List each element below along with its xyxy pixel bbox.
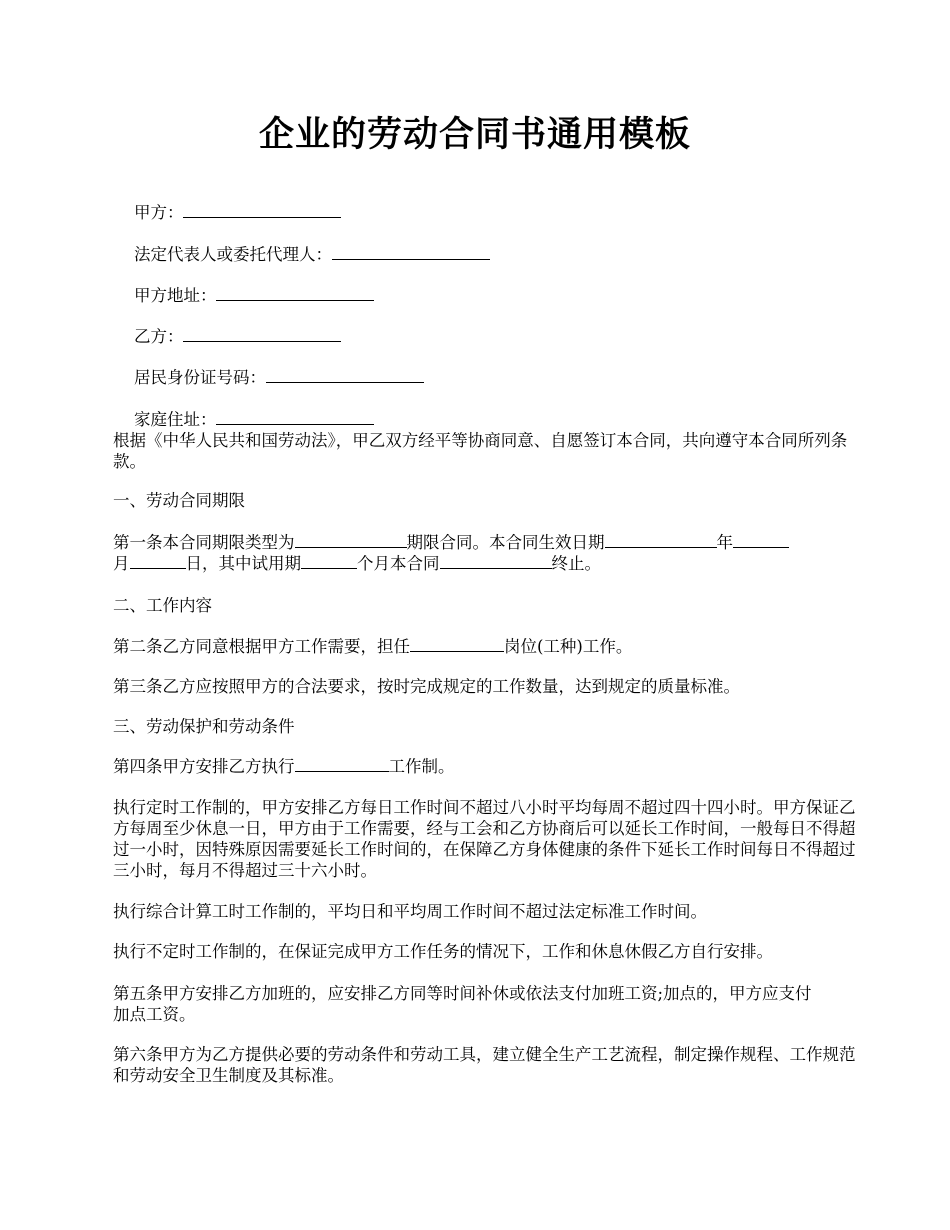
paragraph-fixed-hours: 执行定时工作制的，甲方安排乙方每日工作时间不超过八小时平均每周不超过四十四小时。甲方保证乙方每周至少休息一日，甲方由于工作需要，经与工会和乙方协商后可以延长工作时间，一般每日不得超过一小时，因特殊原因需要延长工作时间的，在保障乙方身体健康的条件下延长工作时间每日不得超过三小时，每月不得超过三十六小时。 — [113, 798, 856, 880]
field-party-a-address-label: 甲方地址： — [133, 286, 217, 305]
id-number-blank[interactable] — [266, 367, 424, 383]
article-4-text-a: 第四条甲方安排乙方执行 — [113, 757, 295, 776]
section-heading-term: 一、劳动合同期限 — [113, 491, 245, 510]
article-2-text-a: 第二条乙方同意根据甲方工作需要，担任 — [113, 637, 410, 656]
field-party-b-label: 乙方： — [133, 327, 184, 346]
field-party-a-label: 甲方： — [133, 203, 184, 222]
effective-date-blank[interactable] — [605, 532, 717, 548]
field-legal-rep-label: 法定代表人或委托代理人： — [133, 245, 332, 264]
document-title: 企业的劳动合同书通用模板 — [258, 114, 691, 155]
article-1-text-f: 个月本合同 — [357, 554, 440, 573]
party-a-address-blank[interactable] — [216, 285, 374, 301]
article-1-text-d: 月 — [113, 554, 130, 573]
article-1-text-b: 期限合同。本合同生效日期 — [406, 533, 605, 552]
article-5: 第五条甲方安排乙方加班的，应安排乙方同等时间补休或依法支付加班工资;加点的，甲方应支付加点工资。 — [113, 984, 812, 1024]
field-id-number-label: 居民身份证号码： — [133, 368, 266, 387]
article-1-text-g: 终止。 — [551, 554, 601, 573]
article-2-text-b: 岗位(工种)工作。 — [504, 637, 633, 656]
year-blank[interactable] — [733, 532, 789, 548]
party-a-blank[interactable] — [183, 202, 341, 218]
article-1-text-c: 年 — [716, 533, 733, 552]
contract-type-blank[interactable] — [295, 532, 407, 548]
intro-paragraph: 根据《中华人民共和国劳动法》，甲乙双方经平等协商同意、自愿签订本合同，共向遵守本合同所列条款。 — [113, 431, 848, 471]
month-blank[interactable] — [130, 553, 186, 569]
legal-rep-blank[interactable] — [332, 244, 490, 260]
probation-blank[interactable] — [301, 553, 357, 569]
paragraph-comprehensive-hours: 执行综合计算工时工作制的，平均日和平均周工作时间不超过法定标准工作时间。 — [113, 902, 707, 921]
article-2 — [113, 636, 858, 657]
article-6: 第六条甲方为乙方提供必要的劳动条件和劳动工具，建立健全生产工艺流程，制定操作规程、工作规范和劳动安全卫生制度及其标准。 — [113, 1045, 856, 1085]
section-heading-protection: 三、劳动保护和劳动条件 — [113, 717, 295, 736]
home-address-blank[interactable] — [216, 409, 374, 425]
termination-blank[interactable] — [440, 553, 552, 569]
article-4-text-b: 工作制。 — [388, 757, 455, 776]
article-4 — [113, 756, 858, 777]
party-b-blank[interactable] — [183, 326, 341, 342]
article-1-text-a: 第一条本合同期限类型为 — [113, 533, 295, 552]
article-3: 第三条乙方应按照甲方的合法要求，按时完成规定的工作数量，达到规定的质量标准。 — [113, 677, 740, 696]
position-blank[interactable] — [410, 636, 504, 652]
section-heading-work: 二、工作内容 — [113, 596, 212, 615]
article-1 — [113, 532, 858, 574]
field-home-address-label: 家庭住址： — [133, 410, 217, 429]
article-1-text-e: 日，其中试用期 — [185, 554, 301, 573]
paragraph-flexible-hours: 执行不定时工作制的，在保证完成甲方工作任务的情况下，工作和休息休假乙方自行安排。 — [113, 942, 773, 961]
work-system-blank[interactable] — [295, 756, 389, 772]
